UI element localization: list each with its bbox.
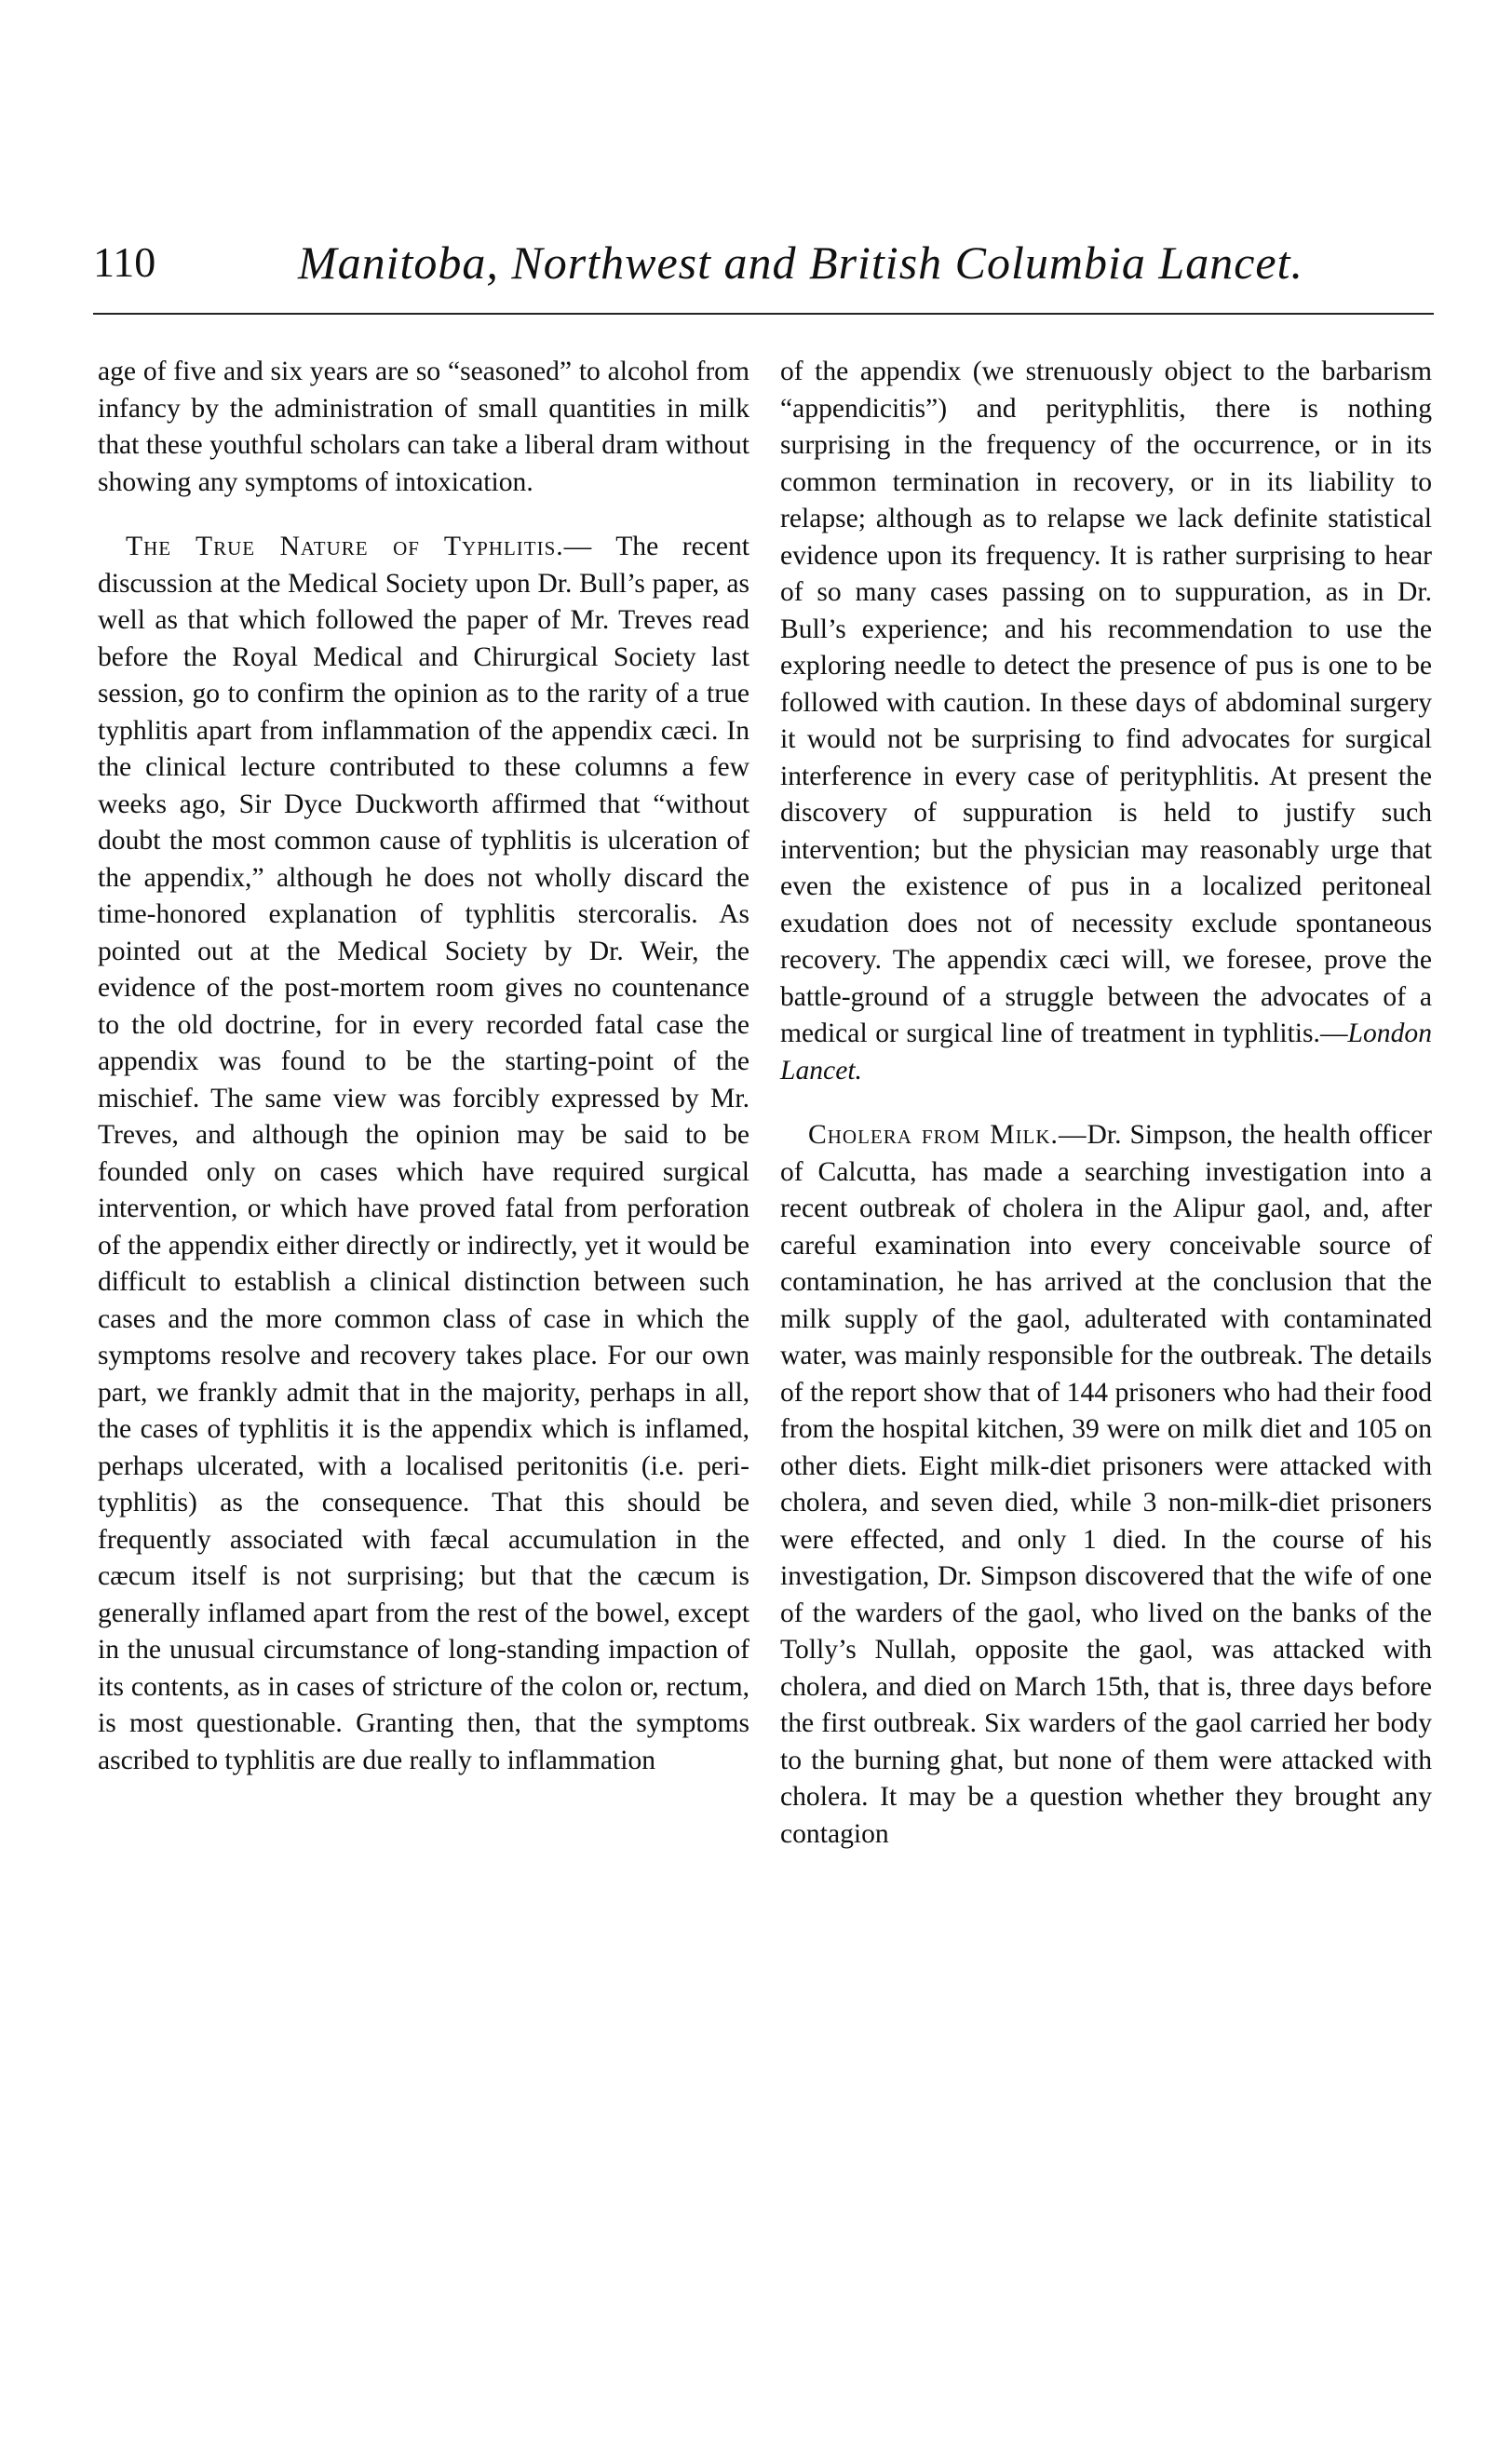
source-citation: London Lancet. [780, 1018, 1432, 1086]
left-paragraph-typhlitis [98, 529, 749, 1779]
cholera-body: Dr. Simpson, the health officer of Calcutta, has made a searching investigation into a recent outbreak of cholera in the Alipur gaol, and, after careful examination into every conceivable source of contamination, he has arrived at the conclusion that the milk supply of the gaol, adulterated with contaminated water, was mainly responsible for the outbreak. The details of the report show that of 144 prisoners who had their food from the hospital kitchen, 39 were on milk diet and 105 on other diets. Eight milk-diet prisoners were attacked with cholera, and seven died, while 3 non-milk-diet prisoners were effected, and only 1 died. In the course of his investigation, Dr. Simpson discovered that the wife of one of the warders of the gaol, who lived on the banks of the Tolly’s Nullah, opposite the gaol, was attacked with cholera, and died on March 15th, that is, three days before the first outbreak. Six warders of the gaol carried her body to the burning ghat, but none of them were attacked with cholera. It may be a question whether they brought any contagion [780, 1120, 1432, 1849]
page-header [93, 235, 1434, 300]
left-paragraph-continued: age of five and six years are so “seasoned” to alcohol from infancy by the administration of small quantities in milk that these youthful scholars can take a liberal dram without showing any symptoms of intoxication. [98, 357, 749, 497]
right-paragraph-cholera [780, 1117, 1432, 1853]
left-column [98, 354, 749, 1779]
running-title: Manitoba, Northwest and British Columbia Lancet. [298, 236, 1303, 289]
section-heading-typhlitis: The True Nature of Typhlitis.— [126, 532, 593, 561]
section-heading-cholera: Cholera from Milk.— [808, 1120, 1087, 1150]
page-number: 110 [93, 238, 156, 286]
right-paragraph-continued [780, 354, 1432, 1089]
typhlitis-body: The recent discussion at the Medical Society upon Dr. Bull’s paper, as well as that which followed the paper of Mr. Treves read before the Royal Medical and Chirurgical Society last session, go to confirm the opinion as to the rarity of a true typhlitis apart from inflammation of the appendix cæci. In the clinical lecture contributed to these columns a few weeks ago, Sir Dyce Duckworth affirmed that “without doubt the most common cause of typhlitis is ulceration of the appendix,” although he does not wholly discard the time-honored explanation of typhlitis stercoralis. As pointed out at the Medical Society by Dr. Weir, the evidence of the post-mortem room gives no countenance to the old doctrine, for in every recorded fatal case the appendix was found to be the starting-point of the mischief. The same view was forcibly expressed by Mr. Treves, and although the opinion may be said to be founded only on cases which have required surgical intervention, or which have proved fatal from perforation of the appendix either directly or indirectly, yet it would be difficult to establish a clinical distinction between such cases and the more common class of case in which the symptoms resolve and recovery takes place. For our own part, we frankly admit that in the majority, perhaps in all, the cases of typhlitis it is the appendix which is inflamed, perhaps ulcerated, with a localised peritonitis (i.e. peri-typhlitis) as the consequence. That this should be frequently associated with fæcal accumulation in the cæcum itself is not surprising; but that the cæcum is generally inflamed apart from the rest of the bowel, except in the unusual circumstance of long-standing impaction of its contents, as in cases of stricture of the colon or, rectum, is most questionable. Granting then, that the symptoms ascribed to typhlitis are due really to inflammation [98, 532, 749, 1775]
header-rule [93, 313, 1434, 315]
right-column [780, 354, 1432, 1853]
appendix-body: of the appendix (we strenuously object to the barbarism “appendicitis”) and perityphlitis, there is nothing surprising in the frequency of the occurrence, or in its common termination in recovery, or in its liability to relapse; although as to relapse we lack definite statistical evidence upon its frequency. It is rather surprising to hear of so many cases passing on to suppuration, as in Dr. Bull’s experience; and his recommendation to use the exploring needle to detect the presence of pus is one to be followed with caution. In these days of abdominal surgery it would not be surprising to find advocates for surgical interference in every case of perityphlitis. At present the discovery of suppuration is held to justify such intervention; but the physician may reasonably urge that even the existence of pus in a localized peritoneal exudation does not of necessity exclude spontaneous recovery. The appendix cæci will, we foresee, prove the battle-ground of a struggle between the advocates of a medical or surgical line of treatment in typhlitis.— [780, 357, 1432, 1048]
